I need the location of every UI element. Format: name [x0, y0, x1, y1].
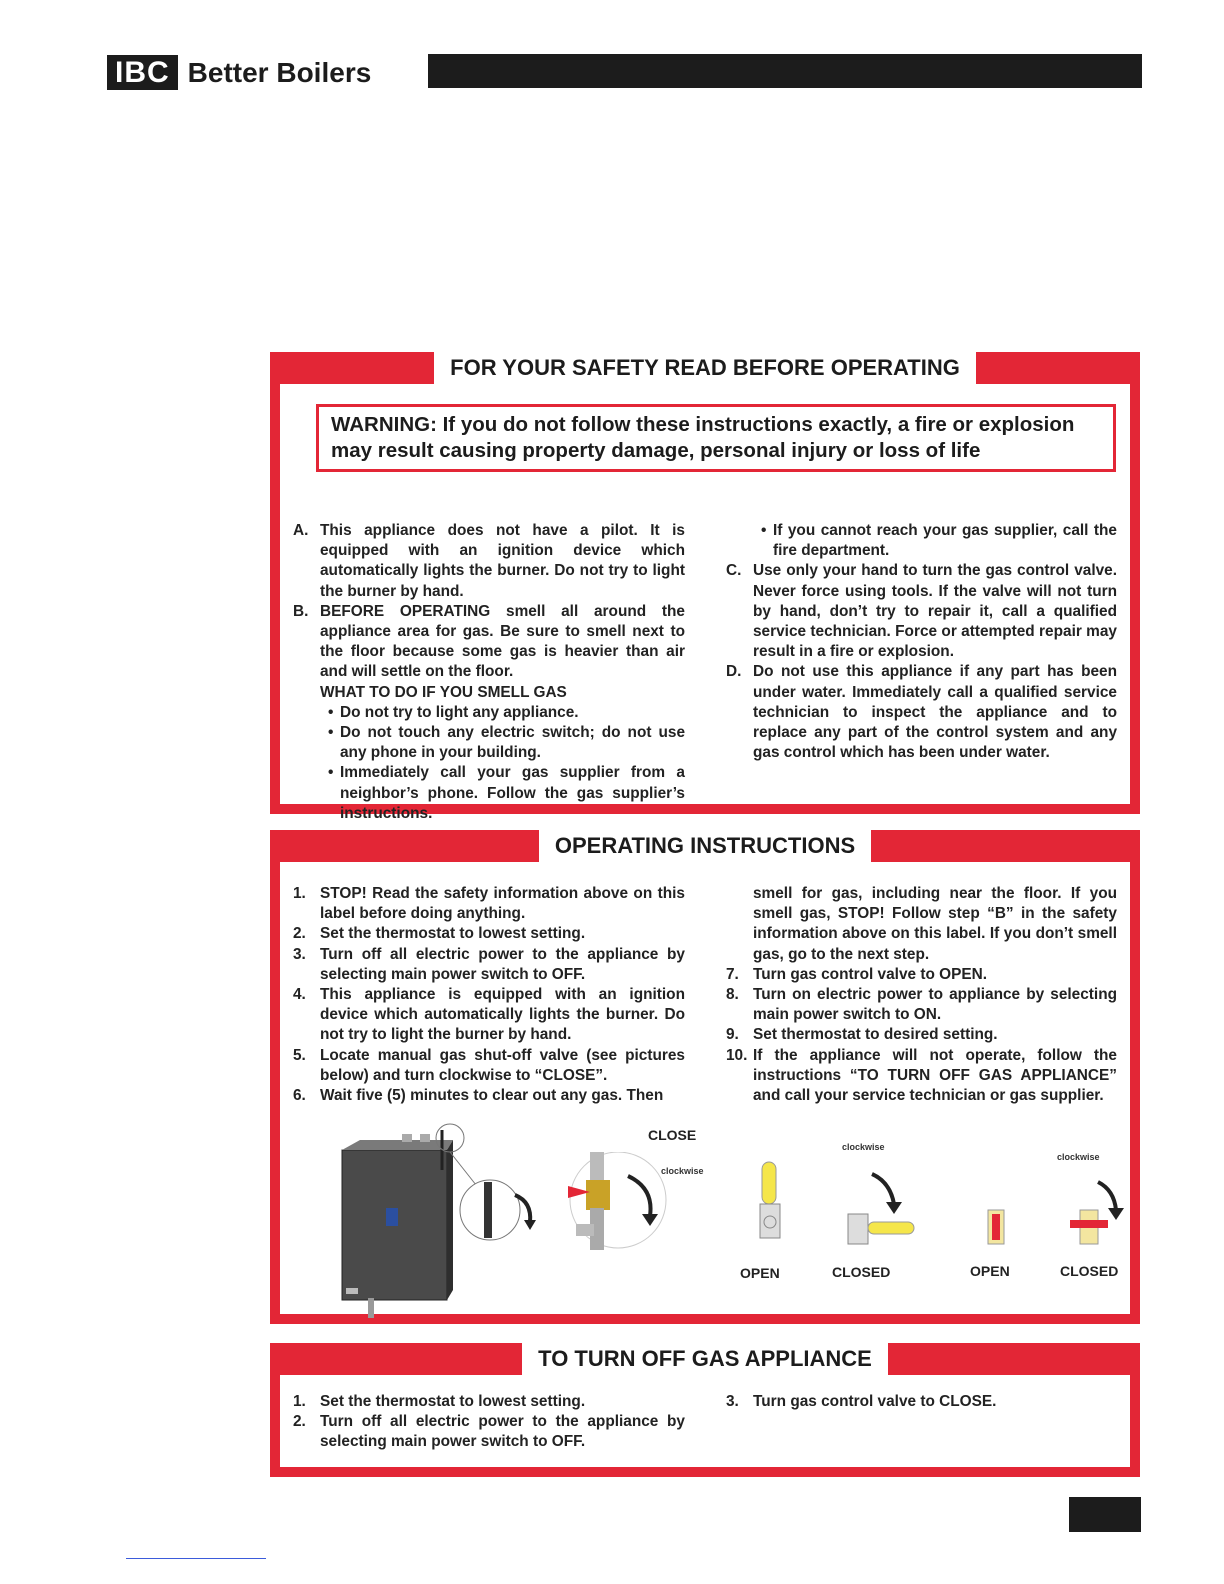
open-label-1: OPEN [740, 1265, 780, 1281]
safety-item-d: D. Do not use this appliance if any part has been under water. Immediately call a qualified service technician to inspect the appliance and to replace any part of the control system and any gas control which has been under water. [726, 663, 1117, 762]
logo-mark: IBC [107, 55, 178, 90]
smell-bullet-3: • Immediately call your gas supplier from a neighbor’s phone. Follow the gas supplier’s instructions. [328, 764, 685, 822]
clockwise-label-2: clockwise [1057, 1152, 1100, 1162]
open-label-2: OPEN [970, 1263, 1010, 1279]
operating-title: OPERATING INSTRUCTIONS [539, 830, 871, 862]
turnoff-left-column [293, 1392, 685, 1453]
step-8: 8. Turn on electric power to appliance by selecting main power switch to ON. [726, 986, 1117, 1024]
safety-item-b: B. BEFORE OPERATING smell all around the appliance area for gas. Be sure to smell next to the floor because some gas is heavier than air and will settle on the floor. [293, 602, 685, 681]
turnoff-step-2: 2. Turn off all electric power to the appliance by selecting main power switch to OFF. [293, 1413, 685, 1451]
safety-item-c: C. Use only your hand to turn the gas control valve. Never force using tools. If the valve will not turn by hand, don’t try to repair it, call a qualified service technician. Force or attempted repair may result in a fire or explosion. [726, 562, 1117, 661]
operating-left-column [293, 884, 685, 1106]
close-label: CLOSE [648, 1127, 697, 1143]
footer-link-line [126, 1558, 266, 1559]
safety-left-column [293, 521, 685, 824]
step-1: 1. STOP! Read the safety information above on this label before doing anything. [293, 885, 685, 923]
warning-box [316, 404, 1116, 472]
step-10: 10. If the appliance will not operate, follow the instructions “TO TURN OFF GAS APPLIANCE” and call your service technician or gas supplier. [726, 1046, 1117, 1105]
step-7: 7. Turn gas control valve to OPEN. [726, 965, 988, 983]
operating-right-column [726, 884, 1117, 1106]
step-5: 5. Locate manual gas shut-off valve (see pictures below) and turn clockwise to “CLOSE”. [293, 1046, 685, 1084]
step-6-continued: smell for gas, including near the floor. If you smell gas, STOP! Follow step “B” in the safety information above on this label. If you don’t smell gas, go to the next step. [753, 885, 1117, 963]
turnoff-right-column [726, 1392, 1117, 1412]
clockwise-label-1: clockwise [842, 1142, 885, 1152]
step-3: 3. Turn off all electric power to the appliance by selecting main power switch to OFF. [293, 945, 685, 983]
turnoff-step-3: 3. Turn gas control valve to CLOSE. [726, 1393, 997, 1410]
safety-item-a: A. This appliance does not have a pilot. It is equipped with an ignition device which automatically lights the burner. Do not try to light the burner by hand. [293, 522, 685, 600]
step-4: 4. This appliance is equipped with an ignition device which automatically lights the burner. Do not try to light the burner by hand. [293, 986, 685, 1044]
safety-right-column [726, 521, 1117, 763]
closed-label-2: CLOSED [1060, 1263, 1119, 1279]
closed-label-1: CLOSED [832, 1264, 891, 1280]
boiler-illustration [330, 1120, 550, 1320]
safety-title: FOR YOUR SAFETY READ BEFORE OPERATING [434, 352, 976, 384]
valve-positions-illustration [740, 1152, 1130, 1272]
turnoff-step-1: 1. Set the thermostat to lowest setting. [293, 1393, 586, 1410]
logo-text: Better Boilers [187, 56, 372, 88]
warning-word: WARNING [331, 413, 431, 436]
warning-text: : If you do not follow these instructions exactly, a fire or explosion may result causing property damage, personal injury or loss of life [331, 413, 1075, 462]
smell-gas-heading: WHAT TO DO IF YOU SMELL GAS [320, 683, 567, 701]
header-bar [428, 54, 1142, 88]
operating-panel [270, 830, 1140, 1324]
step-6: 6. Wait five (5) minutes to clear out any gas. Then [293, 1087, 664, 1105]
smell-bullet-4: • If you cannot reach your gas supplier, call the fire department. [761, 522, 1117, 560]
page-number-tab [1069, 1497, 1141, 1532]
smell-bullet-1: • Do not try to light any appliance. [328, 703, 579, 721]
step-2: 2. Set the thermostat to lowest setting. [293, 925, 586, 943]
brand-logo [107, 55, 371, 90]
step-9: 9. Set thermostat to desired setting. [726, 1026, 998, 1044]
clockwise-label-closeup: clockwise [661, 1166, 704, 1176]
turnoff-panel [270, 1343, 1140, 1477]
turnoff-title: TO TURN OFF GAS APPLIANCE [522, 1343, 888, 1375]
valve-closeup-illustration [568, 1152, 728, 1262]
safety-panel [270, 352, 1140, 822]
smell-bullet-2: • Do not touch any electric switch; do not use any phone in your building. [328, 724, 685, 762]
